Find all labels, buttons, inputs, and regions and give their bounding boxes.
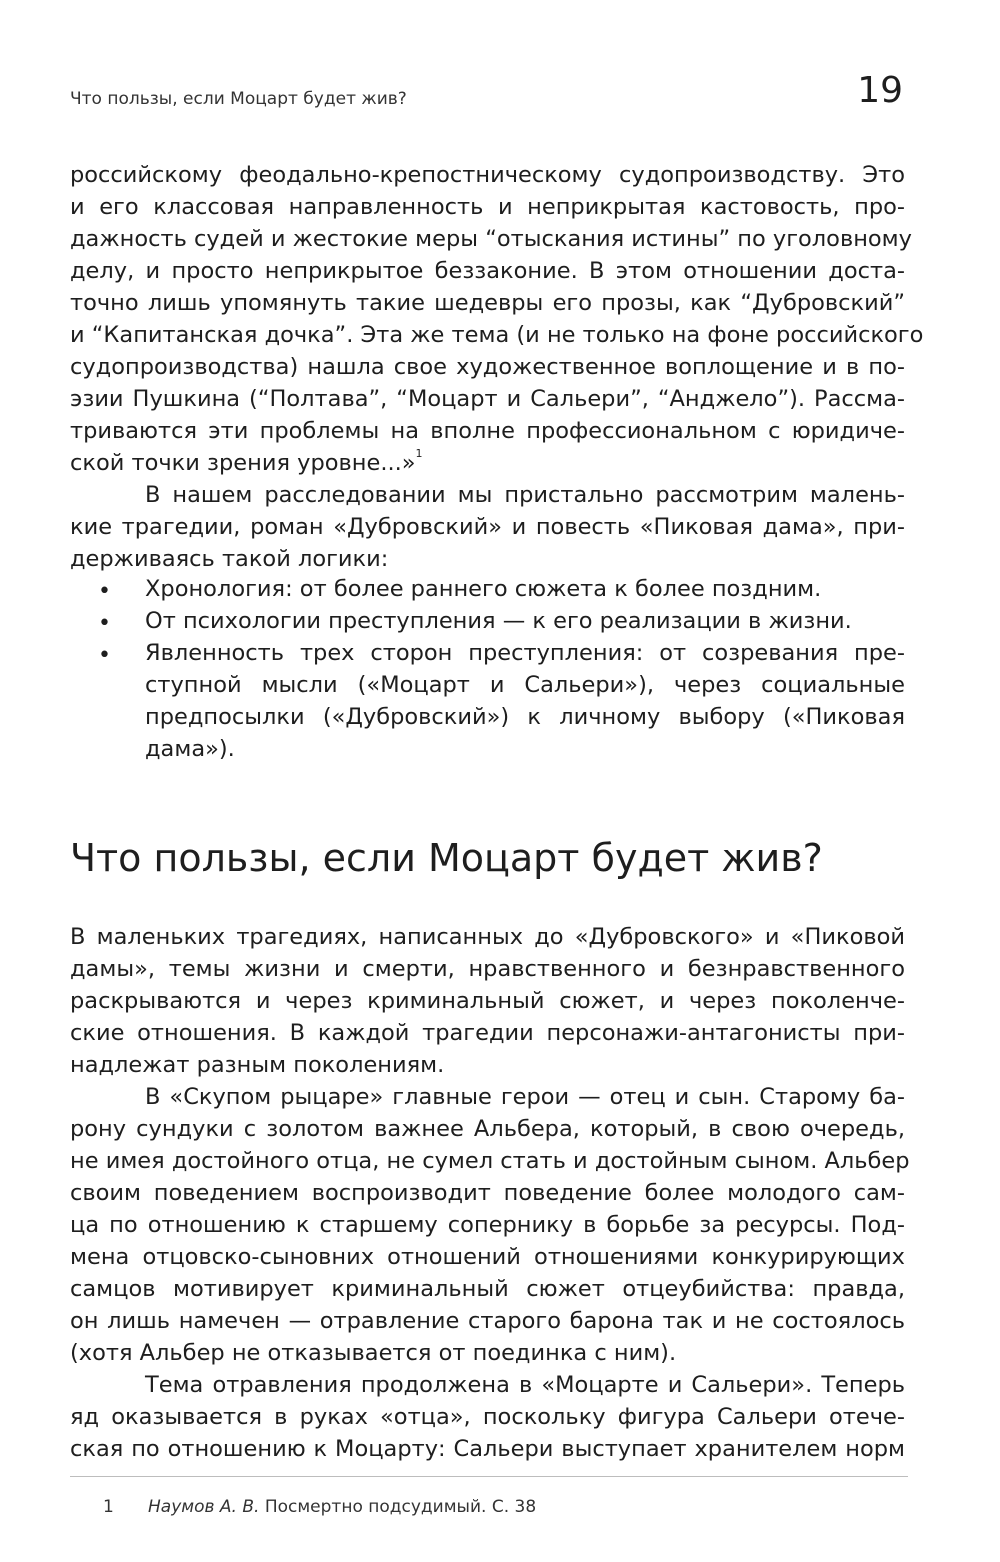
- body-line: самцов мотивирует криминальный сюжет отцеубийства: правда,: [70, 1276, 905, 1302]
- list-item: От психологии преступления — к его реализации в жизни.: [145, 608, 852, 634]
- footnote-rule: [70, 1476, 908, 1477]
- body-line: дажность судей и жестокие меры “отыскания истины” по уголовному: [70, 226, 912, 252]
- list-item: Хронология: от более раннего сюжета к более поздним.: [145, 576, 822, 602]
- page-number: 19: [857, 70, 903, 111]
- body-line-last: надлежат разным поколениям.: [70, 1052, 445, 1078]
- body-line: мена отцовско-сыновних отношений отношениями конкурирующих: [70, 1244, 905, 1270]
- body-line-last: (хотя Альбер не отказывается от поединка с ним).: [70, 1340, 677, 1366]
- bullet-icon: •: [98, 643, 111, 668]
- section-heading: Что пользы, если Моцарт будет жив?: [70, 836, 823, 880]
- body-line: и “Капитанская дочка”. Эта же тема (и не только на фоне российского: [70, 322, 924, 348]
- list-item: предпосылки («Дубровский») к личному выбору («Пиковая: [145, 704, 905, 730]
- quote-end: ской точки зрения уровне...»: [70, 450, 416, 476]
- body-line: Тема отравления продолжена в «Моцарте и Сальери». Теперь: [145, 1372, 905, 1398]
- bullet-icon: •: [98, 611, 111, 636]
- body-line: В «Скупом рыцаре» главные герои — отец и сын. Старому ба-: [145, 1084, 905, 1110]
- body-line: российскому феодально-крепостническому судопроизводству. Это: [70, 162, 905, 188]
- body-line: не имея достойного отца, не сумел стать и достойным сыном. Альбер: [70, 1148, 910, 1174]
- body-line: и его классовая направленность и неприкрытая кастовость, про-: [70, 194, 905, 220]
- body-line: ская по отношению к Моцарту: Сальери выступает хранителем норм: [70, 1436, 905, 1462]
- footnote-author: Наумов А. В.: [148, 1497, 260, 1517]
- body-line: он лишь намечен — отравление старого барона так и не состоялось: [70, 1308, 905, 1334]
- body-line: рону сундуки с золотом важнее Альбера, который, в свою очередь,: [70, 1116, 905, 1142]
- footnote-number: 1: [103, 1497, 114, 1517]
- body-line-last: [70, 447, 905, 476]
- body-line: триваются эти проблемы на вполне профессиональном с юридиче-: [70, 418, 905, 444]
- body-line: эзии Пушкина (“Полтава”, “Моцарт и Сальери”, “Анджело”). Рассма-: [70, 386, 905, 412]
- body-line: точно лишь упомянуть такие шедевры его прозы, как “Дубровский”: [70, 290, 905, 316]
- body-line: судопроизводства) нашла свое художественное воплощение и в по-: [70, 354, 905, 380]
- body-line: В нашем расследовании мы пристально рассмотрим малень-: [145, 482, 905, 508]
- list-item: дама»).: [145, 736, 235, 762]
- body-line: яд оказывается в руках «отца», поскольку фигура Сальери отече-: [70, 1404, 905, 1430]
- footnote-ref: 1: [415, 447, 423, 460]
- footnote-text: [148, 1497, 536, 1517]
- body-line: дамы», темы жизни и смерти, нравственного и безнравственного: [70, 956, 905, 982]
- list-item: Явленность трех сторон преступления: от созревания пре-: [145, 640, 905, 666]
- body-line: своим поведением воспроизводит поведение более молодого сам-: [70, 1180, 905, 1206]
- body-line-last: держиваясь такой логики:: [70, 546, 389, 572]
- body-line: ца по отношению к старшему сопернику в борьбе за ресурсы. Под-: [70, 1212, 905, 1238]
- body-line: делу, и просто неприкрытое беззаконие. В этом отношении доста-: [70, 258, 905, 284]
- body-line: В маленьких трагедиях, написанных до «Дубровского» и «Пиковой: [70, 924, 905, 950]
- footnote-source: Посмертно подсудимый. С. 38: [264, 1497, 537, 1517]
- body-line: раскрываются и через криминальный сюжет, и через поколенче-: [70, 988, 905, 1014]
- body-line: кие трагедии, роман «Дубровский» и повесть «Пиковая дама», при-: [70, 514, 905, 540]
- bullet-icon: •: [98, 579, 111, 604]
- list-item: ступной мысли («Моцарт и Сальери»), через социальные: [145, 672, 905, 698]
- body-line: ские отношения. В каждой трагедии персонажи-антагонисты при-: [70, 1020, 905, 1046]
- running-head: Что пользы, если Моцарт будет жив?: [70, 89, 407, 109]
